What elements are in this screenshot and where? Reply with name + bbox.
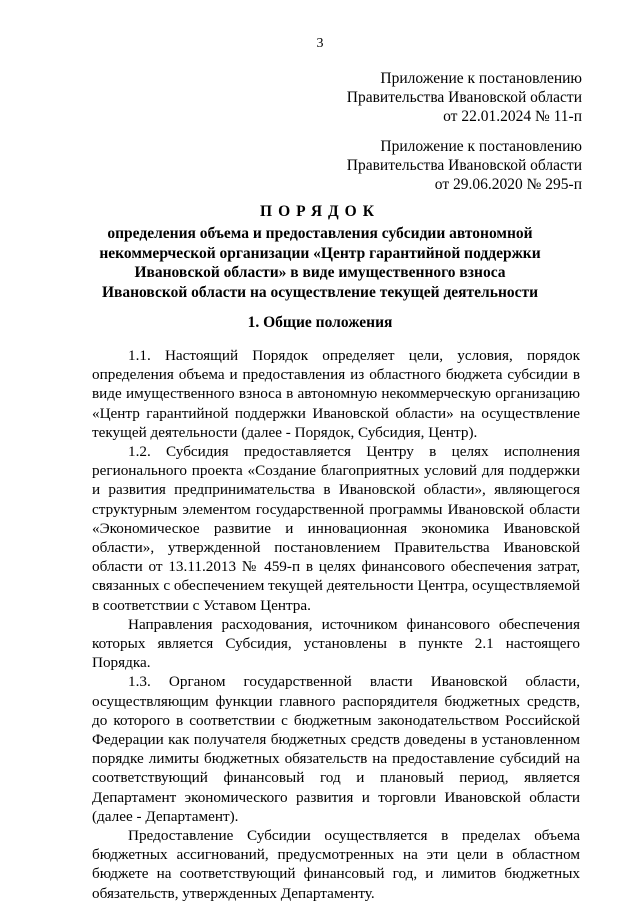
subtitle-line: Ивановской области на осуществление текущей деятельности — [101, 283, 539, 301]
document-subtitle — [0, 224, 640, 302]
appendix-current-line-2: Правительства Ивановской области — [346, 89, 582, 106]
appendix-original-line-1: Приложение к постановлению — [380, 138, 582, 155]
paragraph-1-1: 1.1. Настоящий Порядок определяет цели, условия, порядок определения объема и предоставления из областного бюджета субсидии в виде имущественного взноса в автономную некоммерческую организацию «Центр гарантийной поддержки Ивановской области» на осуществление текущей деятельности (далее - Порядок, Субсидия, Центр). — [92, 347, 580, 441]
paragraph-subsidy-limits: Предоставление Субсидии осуществляется в пределах объема бюджетных ассигнований, предусмотренных на эти цели в областном бюджете на соответствующий финансовый год, и лимитов бюджетных обязательств, утвержденных Департаменту. — [92, 827, 580, 902]
appendix-original-reference — [347, 137, 582, 194]
section-heading: 1. Общие положения — [247, 314, 393, 331]
appendix-current-reference — [347, 69, 582, 126]
document-body — [92, 346, 580, 903]
subtitle-line: Ивановской области» в виде имущественного взноса — [134, 264, 506, 281]
paragraph-spending-directions: Направления расходования, источником финансового обеспечения которых является Субсидия, установлены в пункте 2.1 настоящего Порядка. — [92, 615, 580, 672]
appendix-current-line-3: от 22.01.2024 № 11-п — [443, 108, 582, 125]
subtitle-line: некоммерческой организации «Центр гарантийной поддержки — [99, 244, 541, 262]
paragraph-1-2: 1.2. Субсидия предоставляется Центру в целях исполнения регионального проекта «Создание благоприятных условий для поддержки и развития предпринимательства в Ивановской области», являющегося структурным элементом государственной программы Ивановской области «Экономическое развитие и инновационная экономика Ивановской области», утвержденной постановлением Правительства Ивановской области от 13.11.2013 № 459-п в целях финансового обеспечения затрат, связанных с обеспечением текущей деятельности Центра, осуществляемой в соответствии с Уставом Центра. — [92, 443, 580, 614]
subtitle-line: определения объема и предоставления субсидии автономной — [107, 225, 533, 242]
paragraph-1-3: 1.3. Органом государственной власти Ивановской области, осуществляющим функции главного распорядителя бюджетных средств, до которого в соответствии с бюджетным законодательством Российской Федерации как получателя бюджетных средств доведены в установленном порядке лимиты бюджетных обязательств на предоставление субсидий на соответствующий финансовый год и плановый период, является Департамент экономического развития и торговли Ивановской области (далее - Департамент). — [92, 673, 580, 825]
page-number: 3 — [316, 36, 324, 51]
document-title: ПОРЯДОК — [260, 203, 380, 220]
appendix-original-line-3: от 29.06.2020 № 295-п — [434, 176, 582, 193]
appendix-original-line-2: Правительства Ивановской области — [346, 157, 582, 174]
appendix-current-line-1: Приложение к постановлению — [380, 70, 582, 87]
